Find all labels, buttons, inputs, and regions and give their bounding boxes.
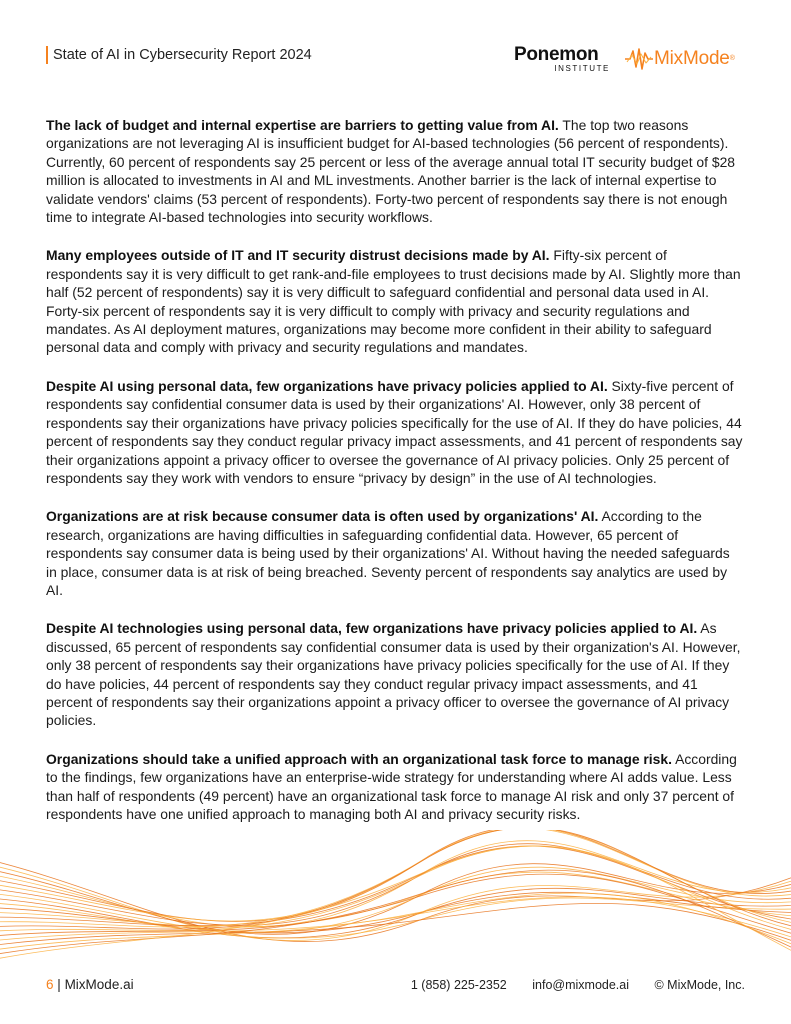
wave-line [0, 898, 791, 938]
footer-separator: | [57, 977, 61, 992]
footer-left [46, 976, 134, 994]
wave-line [0, 888, 791, 938]
paragraph-lead: The lack of budget and internal expertise are barriers to getting value from AI. [46, 117, 559, 133]
mixmode-logo [624, 46, 746, 72]
paragraph-ai-technologies-privacy [46, 619, 744, 729]
ponemon-name: Ponemon [514, 44, 599, 65]
wave-line [0, 892, 791, 933]
paragraph-lead: Despite AI using personal data, few organizations have privacy policies applied to AI. [46, 377, 608, 394]
paragraph-body: According to the research, organizations are having difficulties in safeguarding confidential data. However, 65 percent of respondents say consumer data is being used by their organizations' AI. Without having the needed safeguards in place, consumer data is at risk of being breached. Seventy percent of respondents say analytics are used by AI. [46, 508, 730, 598]
report-body [46, 116, 744, 843]
page-header [46, 44, 745, 74]
page-number: 6 [46, 977, 54, 992]
ponemon-subtitle: INSTITUTE [554, 64, 610, 73]
paragraph-budget-expertise [46, 116, 744, 226]
paragraph-lead: Despite AI technologies using personal data, few organizations have privacy policies applied to AI. [46, 620, 698, 637]
footer-contact [389, 976, 745, 994]
page-footer [46, 976, 745, 994]
mixmode-wave-icon [624, 46, 654, 72]
paragraph-employee-distrust [46, 246, 744, 356]
paragraph-privacy-policies [46, 377, 744, 487]
paragraph-body: As discussed, 65 percent of respondents say confidential consumer data is used by their organization's AI. However, only 38 percent of respondents say their organizations have privacy policies specifically for the use of AI. If they do have policies, 44 percent of respondents say they conduct regular privacy impact assessments, and 41 percent of respondents say their organizations appoint a privacy officer to oversee the governance of AI privacy policies. [46, 620, 741, 729]
wave-line [0, 870, 791, 956]
paragraph-consumer-data-risk [46, 507, 744, 599]
paragraph-body: According to the findings, few organizations have an enterprise-wide strategy for understanding where AI adds value. Less than half of respondents (49 percent) have an organizational task force to manage AI risk and only 37 percent of respondents have one unified approach to managing both AI and privacy security risks. [46, 750, 737, 822]
paragraph-body: Fifty-six percent of respondents say it is very difficult to get rank-and-file employees to trust decisions made by AI. Slightly more than half (52 percent of respondents) say it is very difficult to safeguard confidential and personal data used in AI. Forty-six percent of respondents say it is very difficult to comply with privacy and security regulations and mandates. As AI deployment matures, organizations may become more confident in their ability to safeguard personal data and comply with privacy and security regulations and mandates. [46, 247, 741, 356]
paragraph-unified-approach [46, 750, 744, 824]
footer-phone: 1 (858) 225-2352 [410, 978, 507, 992]
wave-line [0, 860, 791, 942]
wave-line [0, 830, 791, 927]
ponemon-wordmark [514, 44, 598, 66]
footer-email-link[interactable]: info@mixmode.ai [532, 978, 630, 992]
paragraph-lead: Many employees outside of IT and IT security distrust decisions made by AI. [46, 247, 550, 264]
mixmode-registered-mark: ® [729, 55, 735, 62]
mixmode-name: MixMode [654, 48, 730, 69]
decorative-wave-lines [0, 830, 791, 980]
paragraph-body: The top two reasons organizations are not leveraging AI is insufficient budget for AI-based technologies (56 percent of respondents). Currently, 60 percent of respondents say 25 percent or less of the average annual total IT security budget of $28 million is allocated to investments in AI and ML investments. Another barrier is the lack of internal expertise to validate vendors' claims (53 percent of respondents). Forty-two percent of respondents say there is not enough time to integrate AI-based technologies into security workflows. [46, 117, 736, 226]
paragraph-body: Sixty-five percent of respondents say confidential consumer data is used by their organizations' AI. However, only 38 percent of respondents say their organizations have privacy policies specifically for the use of AI. If they do have policies, 44 percent of respondents say they conduct regular privacy impact assessments, and 41 percent of respondents say their organizations appoint a privacy officer to oversee the governance of AI privacy policies. Only 25 percent of respondents say they work with vendors to ensure “privacy by design” in the use of AI technologies. [46, 377, 743, 486]
footer-site-link[interactable]: MixMode.ai [64, 977, 134, 992]
report-title: State of AI in Cybersecurity Report 2024 [46, 46, 312, 64]
ponemon-institute-logo [514, 44, 610, 72]
footer-copyright: © MixMode, Inc. [654, 978, 745, 992]
mixmode-wordmark [654, 48, 735, 70]
paragraph-lead: Organizations are at risk because consumer data is often used by organizations' AI. [46, 508, 599, 525]
wave-line [0, 841, 791, 927]
paragraph-lead: Organizations should take a unified approach with an organizational task force to manage risk. [46, 750, 672, 767]
